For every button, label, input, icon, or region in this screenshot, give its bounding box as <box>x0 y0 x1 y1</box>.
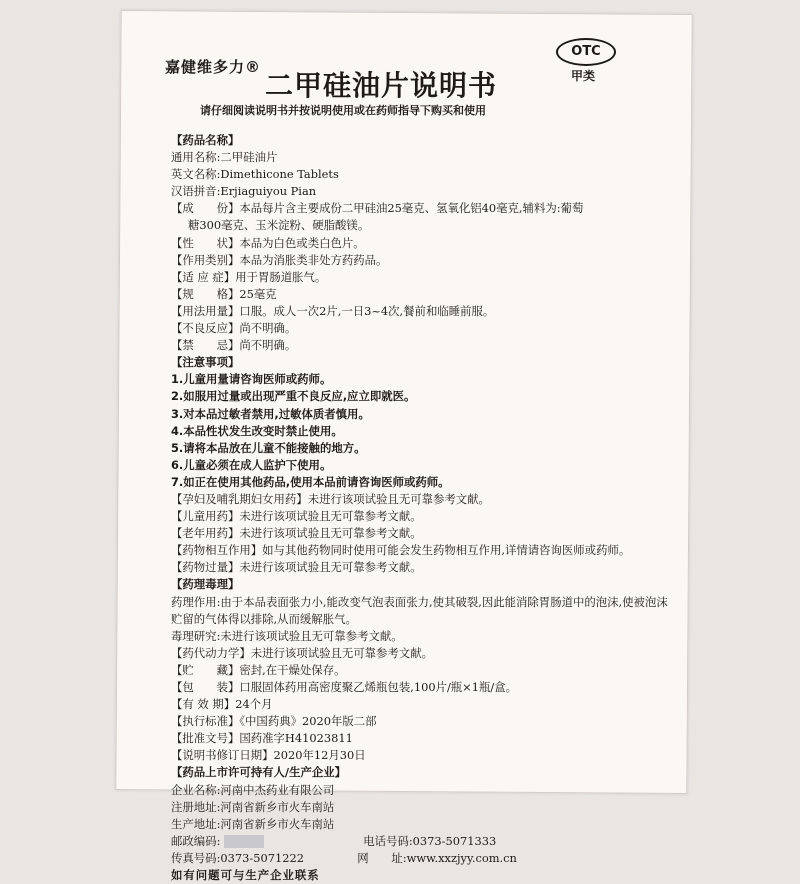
pharmacokinetics: 【药代动力学】未进行该项试验且无可靠参考文献。 <box>171 645 433 660</box>
fax-number: 传真号码:0373-5071222 <box>171 850 304 865</box>
packaging: 【包 装】口服固体药用高密度聚乙烯瓶包装,100片/瓶×1瓶/盒。 <box>171 680 517 694</box>
company-name: 企业名称:河南中杰药业有限公司 <box>171 782 335 797</box>
section-pharmacology: 【药理毒理】 <box>171 577 240 592</box>
generic-name: 通用名称:二甲硅油片 <box>171 150 278 165</box>
appearance: 【性 状】本品为白色或类白色片。 <box>171 235 365 250</box>
revision-date: 【说明书修订日期】2020年12月30日 <box>171 748 366 763</box>
precaution-2: 2.如服用过量或出现严重不良反应,应立即就医。 <box>171 389 416 404</box>
postcode-redacted <box>224 835 264 848</box>
toxicology-text: 毒理研究:未进行该项试验且无可靠参考文献。 <box>171 628 403 643</box>
overdose: 【药物过量】未进行该项试验且无可靠参考文献。 <box>171 560 422 575</box>
pinyin-name: 汉语拼音:Erjiaguiyou Pian <box>171 184 317 199</box>
pregnancy-use: 【孕妇及哺乳期妇女用药】未进行该项试验且无可靠参考文献。 <box>171 491 490 506</box>
usage-warning: 请仔细阅读说明书并按说明使用或在药师指导下购买和使用 <box>200 104 486 117</box>
otc-badge: OTC <box>556 38 616 66</box>
registered-address: 注册地址:河南省新乡市火车南站 <box>171 799 335 814</box>
pediatric-use: 【儿童用药】未进行该项试验且无可靠参考文献。 <box>171 509 422 524</box>
standard: 【执行标准】《中国药典》2020年版二部 <box>171 714 377 729</box>
contact-footer: 如有问题可与生产企业联系 <box>171 868 320 883</box>
precaution-1: 1.儿童用量请咨询医师或药师。 <box>171 372 332 387</box>
precaution-5: 5.请将本品放在儿童不能接触的地方。 <box>171 440 366 455</box>
adverse-reactions: 【不良反应】尚不明确。 <box>171 321 297 336</box>
approval-number: 【批准文号】国药准字H41023811 <box>171 731 353 746</box>
brand-logo: 嘉健维多力® <box>165 58 262 76</box>
fax-web-row <box>171 850 671 867</box>
contraindications: 【禁 忌】尚不明确。 <box>171 338 297 353</box>
phone-number: 电话号码:0373-5071333 <box>363 833 497 848</box>
indications: 【适 应 症】用于胃肠道胀气。 <box>171 269 327 284</box>
precaution-3: 3.对本品过敏者禁用,过敏体质者慎用。 <box>171 406 370 421</box>
section-precautions: 【注意事项】 <box>171 355 240 370</box>
english-name: 英文名称:Dimethicone Tablets <box>171 167 339 182</box>
strength: 【规 格】25毫克 <box>171 286 277 301</box>
otc-class-label: 甲类 <box>571 69 596 83</box>
leaflet-body <box>171 132 671 884</box>
storage: 【贮 藏】密封,在干燥处保存。 <box>171 662 346 677</box>
category: 【作用类别】本品为消胀类非处方药药品。 <box>171 252 388 267</box>
drug-interactions: 【药物相互作用】如与其他药物同时使用可能会发生药物相互作用,详情请咨询医师或药师。 <box>171 543 631 558</box>
precaution-7: 7.如正在使用其他药品,使用本品前请咨询医师或药师。 <box>171 474 450 489</box>
ingredients-continued: 糖300毫克、玉米淀粉、硬脂酸镁。 <box>188 218 370 233</box>
postcode-phone-row <box>171 833 671 850</box>
pharmacology-text: 药理作用:由于本品表面张力小,能改变气泡表面张力,使其破裂,因此能消除胃肠道中的泡沫,使被泡沫贮留的气体得以排除,从而缓解胀气。 <box>171 594 668 626</box>
precaution-6: 6.儿童必须在成人监护下使用。 <box>171 457 332 472</box>
geriatric-use: 【老年用药】未进行该项试验且无可靠参考文献。 <box>171 526 422 541</box>
dosage: 【用法用量】口服。成人一次2片,一日3~4次,餐前和临睡前服。 <box>171 303 495 318</box>
ingredients: 【成 份】本品每片含主要成份二甲硅油25毫克、氢氧化铝40毫克,辅料为:葡萄 <box>171 201 584 216</box>
production-address: 生产地址:河南省新乡市火车南站 <box>171 816 335 831</box>
section-manufacturer: 【药品上市许可持有人/生产企业】 <box>171 765 347 780</box>
page-title: 二甲硅油片说明书 <box>265 69 498 102</box>
shelf-life: 【有 效 期】24个月 <box>171 697 273 712</box>
website: 网 址:www.xxzjyy.com.cn <box>357 850 517 865</box>
precaution-4: 4.本品性状发生改变时禁止使用。 <box>171 423 343 438</box>
postcode-label: 邮政编码: <box>171 833 221 848</box>
section-drug-name: 【药品名称】 <box>171 133 240 147</box>
